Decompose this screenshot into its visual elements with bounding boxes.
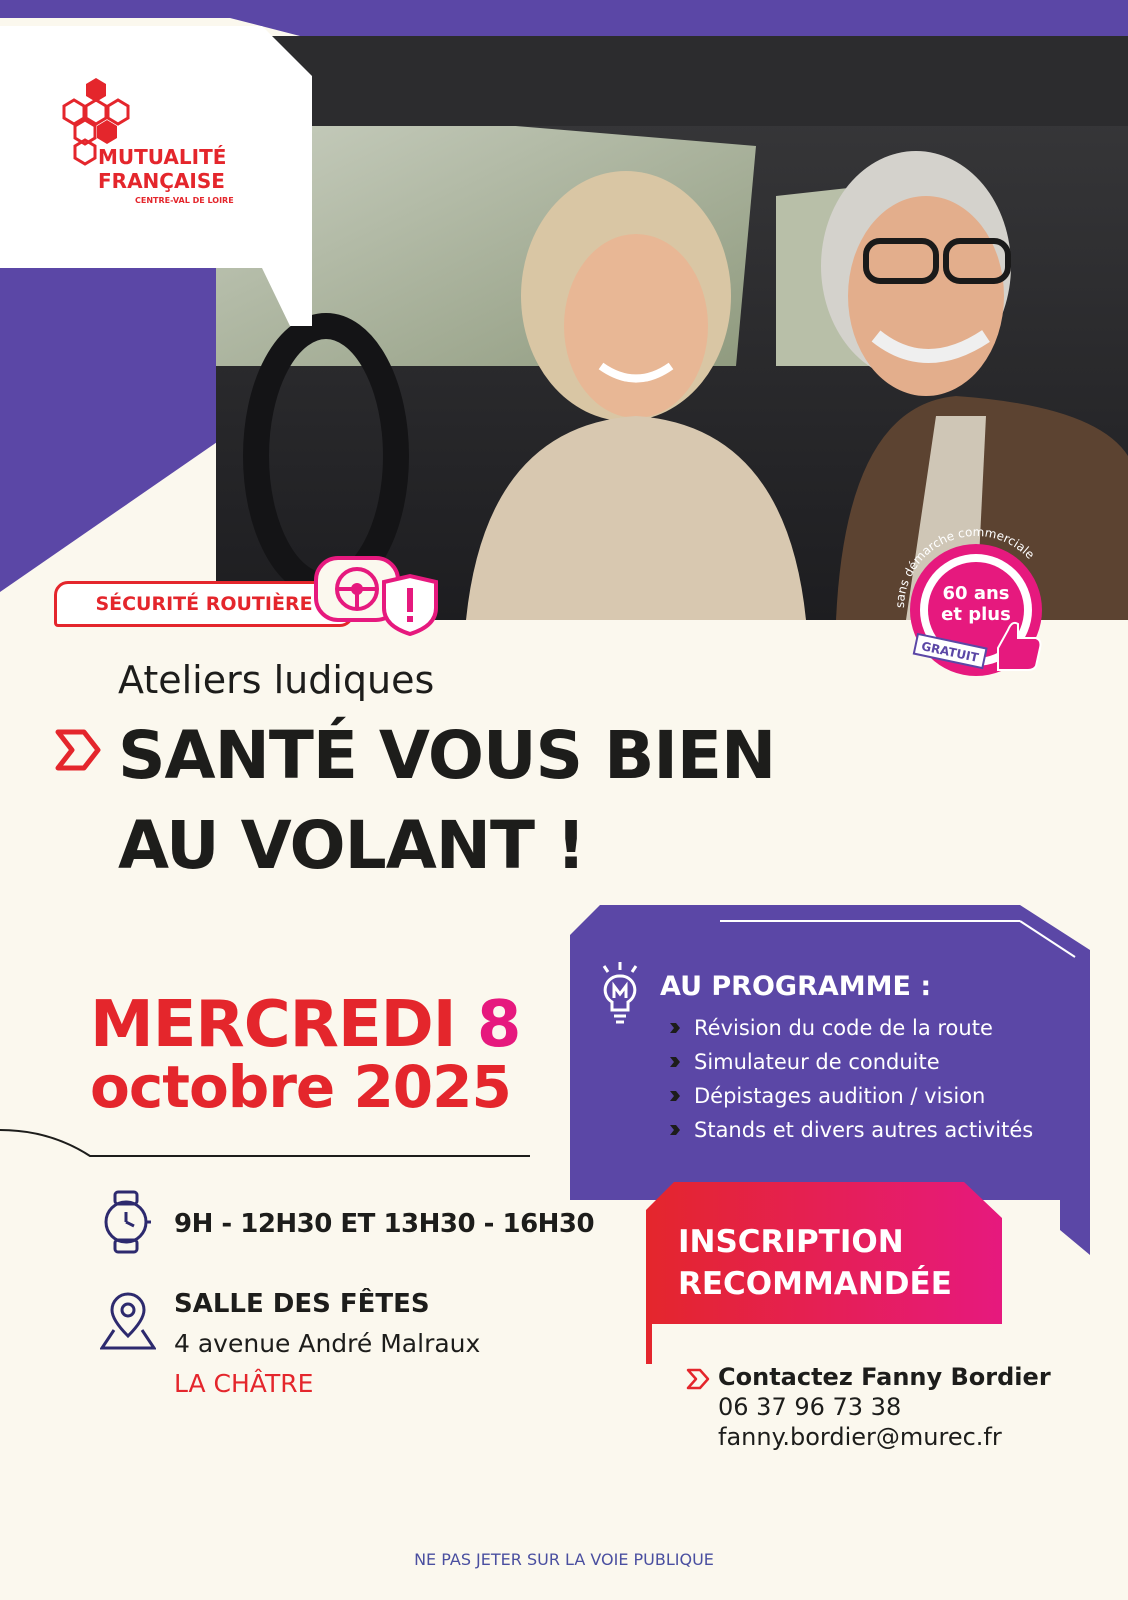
programme-list: [668, 1011, 1068, 1147]
list-item: [668, 1011, 1068, 1045]
city: LA CHÂTRE: [174, 1369, 314, 1398]
list-item: [668, 1045, 1068, 1079]
chevron-right-icon: [54, 726, 102, 774]
logo-line1: MUTUALITÉ: [98, 145, 227, 169]
title-line1: SANTÉ VOUS BIEN: [118, 717, 776, 794]
mutualite-logo: [52, 76, 252, 216]
bullet-arrow-icon: [668, 1089, 682, 1103]
programme-item-3: Stands et divers autres activités: [694, 1118, 1034, 1142]
footer-notice: NE PAS JETER SUR LA VOIE PUBLIQUE: [414, 1550, 714, 1569]
seal-ribbon: GRATUIT: [920, 639, 980, 665]
map-pin-icon: [100, 1292, 156, 1352]
date-divider: [0, 1128, 540, 1158]
bullet-arrow-icon: [668, 1021, 682, 1035]
kicker: Ateliers ludiques: [118, 658, 435, 702]
list-item: [668, 1113, 1068, 1147]
contact-label: Contactez Fanny Bordier: [718, 1363, 1051, 1391]
list-item: [668, 1079, 1068, 1113]
seal-center-line1: 60 ans: [942, 583, 1010, 604]
contact-phone[interactable]: 06 37 96 73 38: [718, 1393, 902, 1421]
schedule-hours: 9H - 12H30 ET 13H30 - 16H30: [174, 1209, 595, 1239]
title-line2: AU VOLANT !: [118, 807, 586, 884]
contact-chevron-icon: [686, 1367, 710, 1391]
address: 4 avenue André Malraux: [174, 1329, 481, 1358]
registration-line1: INSCRIPTION: [678, 1224, 904, 1260]
date-weekday: MERCREDI: [90, 988, 456, 1062]
age-seal: [890, 520, 1070, 690]
registration-line2: RECOMMANDÉE: [678, 1266, 952, 1302]
securite-routiere-badge: SÉCURITÉ ROUTIÈRE: [54, 581, 354, 627]
logo-line2: FRANÇAISE: [98, 169, 225, 193]
warning-shield-icon: [384, 576, 436, 634]
seal-arc-text: sans démarche commerciale: [892, 524, 1038, 609]
date-day: 8: [476, 988, 521, 1062]
bullet-arrow-icon: [668, 1123, 682, 1137]
programme-item-0: Révision du code de la route: [694, 1016, 993, 1040]
date-line1: [90, 990, 520, 1060]
programme-title: AU PROGRAMME :: [660, 971, 932, 1002]
venue: SALLE DES FÊTES: [174, 1289, 430, 1319]
programme-item-2: Dépistages audition / vision: [694, 1084, 986, 1108]
watch-icon: [100, 1190, 152, 1254]
lightbulb-icon: [598, 962, 642, 1032]
contact-email[interactable]: fanny.bordier@murec.fr: [718, 1423, 1002, 1451]
logo-line3: CENTRE-VAL DE LOIRE: [135, 196, 234, 205]
seal-center-line2: et plus: [941, 604, 1011, 625]
programme-item-1: Simulateur de conduite: [694, 1050, 940, 1074]
date-month-year: octobre 2025: [90, 1053, 511, 1121]
steering-wheel-icon: [312, 552, 440, 636]
bullet-arrow-icon: [668, 1055, 682, 1069]
